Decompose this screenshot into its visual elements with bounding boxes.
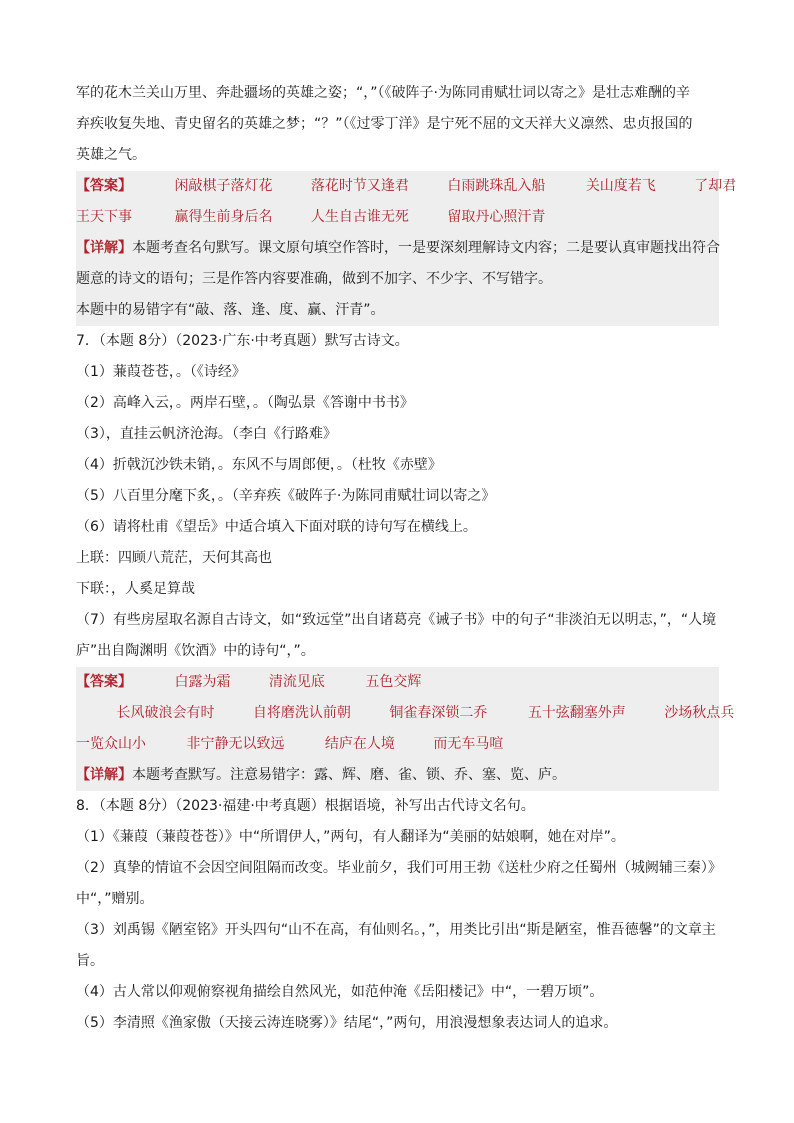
detail-tag: 【详解】: [76, 767, 132, 783]
detail-line: 题意的诗文的语句；三是作答内容要准确，做到不加字、不少字、不写错字。: [76, 271, 552, 287]
answer-item: 五十弦翻塞外声: [527, 705, 626, 721]
detail-line: 本题中的易错字有“敲、落、逢、度、赢、汗青”。: [76, 302, 385, 318]
answer-item: 自将磨洗认前朝: [252, 705, 351, 721]
question-item: 旨。: [76, 953, 104, 969]
answer-item: 落花时节又逢君: [310, 178, 409, 194]
answer-item: 一览众山小: [76, 736, 146, 752]
question-item: （2）真挚的情谊不会因空间阻隔而改变。毕业前夕，我们可用王勃《送杜少府之任蜀州（城阙辅三秦）》: [76, 860, 722, 876]
question-item: 庐”出自陶渊明《饮酒》中的诗句“，”。: [76, 643, 315, 659]
question-item: （5）八百里分麾下炙，。（辛弃疾《破阵子·为陈同甫赋壮词以寄之》: [76, 488, 496, 504]
answer-item: 结庐在人境: [324, 736, 395, 752]
answer-item: 赢得生前身后名: [174, 209, 273, 225]
answer-row: [76, 171, 737, 202]
answer-item: 留取丹心照汗青: [447, 209, 546, 225]
question-item: （3），直挂云帆济沧海。（李白《行路难》: [76, 426, 337, 442]
answer-item: 长风破浪会有时: [116, 705, 215, 721]
question-item: （4）古人常以仰观俯察视角描绘自然风光，如范仲淹《岳阳楼记》中“，一碧万顷”。: [76, 984, 604, 1000]
answer-row: [76, 698, 735, 729]
question-item: （7）有些房屋取名源自古诗文，如“致远堂”出自诸葛亮《诫子书》中的句子“非淡泊无以明志，”，“人境: [76, 612, 717, 628]
answer-tag: 【答案】: [76, 178, 132, 194]
answer-item: 白露为霜: [174, 674, 231, 690]
answer-item: 闲敲棋子落灯花: [174, 178, 273, 194]
question-item: （3）刘禹锡《陋室铭》开头四句“山不在高，有仙则名。，”，用类比引出“斯是陋室，惟吾德馨”的文章主: [76, 922, 716, 938]
question-8-title: 8．（本题 8分）（2023·福建·中考真题）根据语境，补写出古代诗文名句。: [76, 798, 535, 814]
question-item: （5）李清照《渔家傲（天接云涛连晓雾）》结尾“，”两句，用浪漫想象表达词人的追求。: [76, 1015, 618, 1031]
detail-line: [76, 233, 719, 264]
answer-item: 了却君: [694, 178, 737, 194]
answer-item: 五色交辉: [365, 674, 422, 690]
question-item: （6）请将杜甫《望岳》中适合填入下面对联的诗句写在横线上。: [76, 519, 477, 535]
answer-item: 王天下事: [76, 209, 132, 225]
answer-item: 人生自古谁无死: [310, 209, 409, 225]
text-line: 弃疾收复失地、青史留名的英雄之梦；“？”（《过零丁洋》是宁死不屈的文天祥大义凛然、忠贞报国的: [76, 116, 693, 132]
answer-row: [76, 667, 719, 698]
question-item: 中“，”赠别。: [76, 891, 154, 907]
answer-block-2: [76, 667, 735, 791]
answer-item: 白雨跳珠乱入船: [447, 178, 546, 194]
question-item: （1）蒹葭苍苍，。（《诗经》: [76, 364, 246, 380]
answer-item: 非宁静无以致远: [186, 736, 285, 752]
detail-text: 本题考查名句默写。课文原句填空作答时，一是要深刻理解诗文内容；二是要认真审题找出符合: [132, 240, 720, 256]
question-item: （1）《蒹葭（蒹葭苍苍）》中“所谓伊人，”两句，有人翻译为“美丽的姑娘啊，她在对岸”。: [76, 829, 625, 845]
document-page: [76, 78, 737, 1039]
detail-line: [76, 760, 719, 791]
question-item: （2）高峰入云，。两岸石壁，。（陶弘景《答谢中书书》: [76, 395, 414, 411]
text-line: 军的花木兰关山万里、奔赴疆场的英雄之姿；“，”（《破阵子·为陈同甫赋壮词以寄之》是壮志难酬的辛: [76, 85, 690, 101]
answer-item: 沙场秋点兵: [664, 705, 735, 721]
detail-tag: 【详解】: [76, 240, 132, 256]
answer-item: 清流见底: [268, 674, 325, 690]
detail-text: 本题考查默写。注意易错字：露、辉、磨、雀、锁、乔、塞、览、庐。: [132, 767, 566, 783]
question-7-title: 7．（本题 8分）（2023·广东·中考真题）默写古诗文。: [76, 333, 409, 349]
answer-item: 而无车马喧: [433, 736, 504, 752]
couplet-upper: 上联：四顾八荒茫，天何其高也: [76, 550, 272, 566]
answer-tag: 【答案】: [76, 674, 132, 690]
question-item: （4）折戟沉沙铁未销，。东风不与周郎便，。（杜牧《赤壁》: [76, 457, 442, 473]
answer-row: [76, 202, 719, 233]
answer-block-1: [76, 171, 737, 326]
answer-item: 关山度若飞: [585, 178, 656, 194]
answer-row: [76, 729, 719, 760]
answer-item: 铜雀春深锁二乔: [389, 705, 488, 721]
text-line: 英雄之气。: [76, 147, 146, 163]
couplet-lower: 下联：，人奚足算哉: [76, 581, 195, 597]
